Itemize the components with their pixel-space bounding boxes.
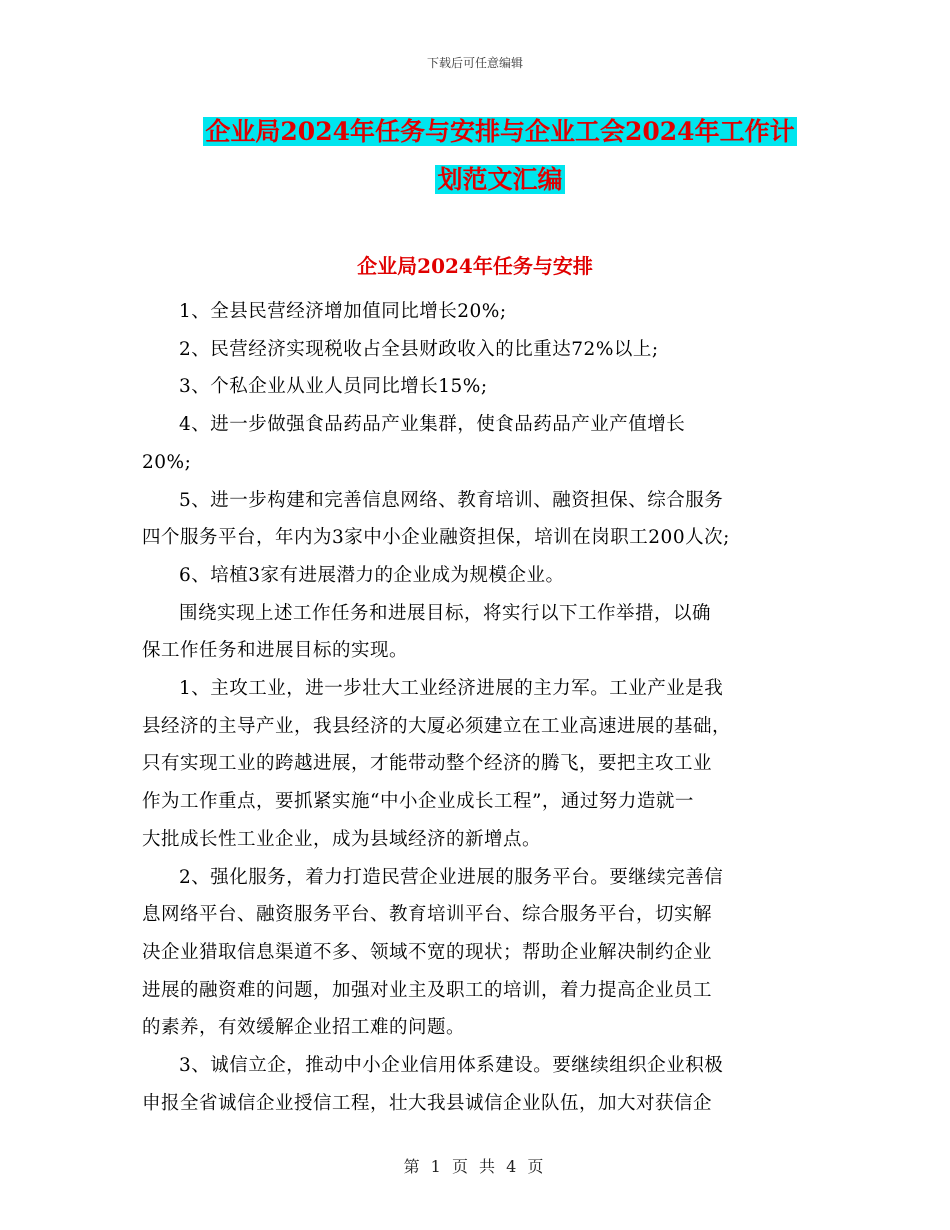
paragraph bbox=[142, 670, 817, 859]
paragraph-line: 的素养，有效缓解企业招工难的问题。 bbox=[142, 1017, 466, 1039]
paragraph bbox=[142, 482, 817, 557]
paragraph-line: 进展的融资难的问题，加强对业主及职工的培训，着力提高企业员工 bbox=[142, 979, 713, 1001]
paragraph-line: 3、个私企业从业人员同比增长15%; bbox=[179, 376, 488, 398]
title-line-1: 企业局2024年任务与安排与企业工会2024年工作计 bbox=[205, 117, 795, 146]
paragraph-line: 息网络平台、融资服务平台、教育培训平台、综合服务平台，切实解 bbox=[142, 904, 713, 926]
paragraph bbox=[142, 368, 817, 406]
paragraph bbox=[142, 293, 817, 331]
paragraph bbox=[142, 595, 817, 670]
paragraph-line: 2、强化服务，着力打造民营企业进展的服务平台。要继续完善信 bbox=[179, 866, 724, 888]
paragraph-line: 4、进一步做强食品药品产业集群，使食品药品产业产值增长 bbox=[179, 414, 686, 436]
paragraph-line: 申报全省诚信企业授信工程，壮大我县诚信企业队伍，加大对获信企 bbox=[142, 1092, 713, 1114]
paragraph bbox=[142, 406, 817, 481]
paragraph bbox=[142, 859, 817, 1048]
paragraph-line: 6、培植3家有进展潜力的企业成为规模企业。 bbox=[179, 564, 565, 586]
paragraph-line: 保工作任务和进展目标的实现。 bbox=[142, 640, 409, 662]
paragraph-line: 2、民营经济实现税收占全县财政收入的比重达72%以上; bbox=[179, 338, 659, 360]
paragraph-line: 四个服务平台，年内为3家中小企业融资担保，培训在岗职工200人次; bbox=[142, 527, 730, 549]
paragraph-line: 20%; bbox=[142, 451, 192, 473]
paragraph-line: 5、进一步构建和完善信息网络、教育培训、融资担保、综合服务 bbox=[179, 489, 724, 511]
paragraph bbox=[142, 557, 817, 595]
paragraph-line: 3、诚信立企，推动中小企业信用体系建设。要继续组织企业积极 bbox=[179, 1055, 724, 1077]
paragraph-line: 大批成长性工业企业，成为县域经济的新增点。 bbox=[142, 828, 542, 850]
paragraph bbox=[142, 1047, 817, 1122]
title-line-2: 划范文汇编 bbox=[437, 165, 563, 194]
paragraph-line: 决企业猎取信息渠道不多、领域不宽的现状；帮助企业解决制约企业 bbox=[142, 941, 713, 963]
section-title: 企业局2024年任务与安排 bbox=[357, 254, 593, 278]
paragraph bbox=[142, 331, 817, 369]
paragraph-line: 1、全县民营经济增加值同比增长20%; bbox=[179, 301, 507, 322]
paragraph-line: 作为工作重点，要抓紧实施“中小企业成长工程”，通过努力造就一 bbox=[142, 791, 694, 813]
paragraph-line: 1、主攻工业，进一步壮大工业经济进展的主力军。工业产业是我 bbox=[179, 678, 724, 700]
body-text bbox=[142, 293, 817, 1122]
paragraph-line: 只有实现工业的跨越进展，才能带动整个经济的腾飞，要把主攻工业 bbox=[142, 753, 713, 775]
paragraph-line: 县经济的主导产业，我县经济的大厦必须建立在工业高速进展的基础， bbox=[142, 715, 732, 737]
page-footer: 第 1 页 共 4 页 bbox=[403, 1157, 547, 1176]
document-title bbox=[100, 108, 900, 204]
paragraph-line: 围绕实现上述工作任务和进展目标，将实行以下工作举措，以确 bbox=[179, 602, 712, 624]
header-note: 下载后可任意编辑 bbox=[426, 56, 523, 70]
